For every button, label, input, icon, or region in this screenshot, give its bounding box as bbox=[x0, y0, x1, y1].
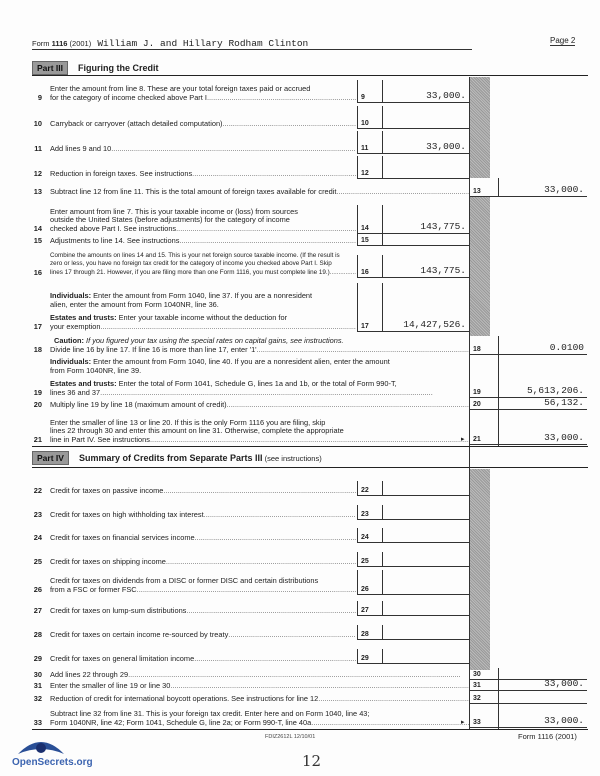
line-text: Form 1040NR, line 42; Form 1041, Schedule G, line 2a; or Form 990-T, line 40a bbox=[50, 718, 312, 727]
amount-value: 33,000. bbox=[544, 432, 584, 443]
part3-bottom-rule bbox=[32, 446, 588, 447]
dot-leader bbox=[128, 671, 470, 679]
box-divider bbox=[498, 690, 499, 703]
line-description bbox=[50, 237, 356, 245]
amount-field-line-15[interactable] bbox=[357, 233, 469, 246]
box-line-number: 21 bbox=[473, 436, 481, 443]
line-description bbox=[50, 85, 356, 102]
line-description bbox=[50, 710, 470, 727]
line-text: Estates and trusts: Enter your taxable income without the deduction for bbox=[50, 314, 288, 323]
box-divider bbox=[382, 481, 383, 495]
line-number: 15 bbox=[33, 236, 42, 245]
box-divider bbox=[382, 205, 383, 233]
box-line-number: 26 bbox=[361, 586, 369, 593]
line-text: Credit for taxes on high withholding tax interest bbox=[50, 510, 204, 519]
taxpayer-name: William J. and Hillary Rodham Clinton bbox=[97, 38, 309, 49]
amount-value: 33,000. bbox=[426, 141, 466, 152]
box-divider bbox=[498, 679, 499, 690]
line-number: 16 bbox=[33, 268, 42, 277]
line-text: your exemption bbox=[50, 322, 101, 331]
handwritten-page-number: 12 bbox=[302, 752, 322, 770]
box-divider bbox=[498, 336, 499, 354]
line-text: from Form 1040NR, line 39. bbox=[50, 366, 142, 375]
line-number: 24 bbox=[33, 533, 42, 542]
amount-field-line-12[interactable] bbox=[357, 156, 469, 179]
box-divider bbox=[382, 649, 383, 663]
line-description bbox=[50, 534, 356, 542]
line-text: Credit for taxes on certain income re-sourced by treaty bbox=[50, 630, 229, 639]
line-number: 21 bbox=[33, 435, 42, 444]
dot-leader bbox=[204, 511, 356, 519]
part4-tag: Part IV bbox=[32, 451, 69, 465]
amount-value: 33,000. bbox=[544, 678, 584, 689]
line-description bbox=[50, 487, 356, 495]
line-text: Multiply line 19 by line 18 (maximum amount of credit) bbox=[50, 400, 227, 409]
box-divider bbox=[382, 505, 383, 519]
amount-field-line-9[interactable] bbox=[357, 80, 469, 103]
box-divider bbox=[382, 156, 383, 178]
amount-field-line-21[interactable] bbox=[469, 417, 587, 445]
box-line-number: 28 bbox=[361, 631, 369, 638]
line-description bbox=[50, 558, 356, 566]
line-number: 12 bbox=[33, 169, 42, 178]
line-number: 14 bbox=[33, 224, 42, 233]
dot-leader bbox=[207, 94, 356, 102]
amount-field-line-16[interactable] bbox=[357, 255, 469, 278]
box-line-number: 27 bbox=[361, 607, 369, 614]
line-description bbox=[50, 682, 470, 690]
line-description bbox=[50, 671, 470, 679]
box-divider bbox=[382, 528, 383, 542]
line-number: 32 bbox=[33, 694, 42, 703]
dot-leader bbox=[170, 682, 470, 690]
dot-leader bbox=[150, 436, 470, 444]
dot-leader bbox=[223, 120, 356, 128]
box-line-number: 30 bbox=[473, 671, 481, 678]
line-text: Enter the smaller of line 19 or line 30 bbox=[50, 681, 171, 690]
opensecrets-eye-icon bbox=[16, 736, 66, 756]
box-line-number: 9 bbox=[361, 94, 365, 101]
line-number: 31 bbox=[33, 681, 42, 690]
part4-title: Summary of Credits from Separate Parts III bbox=[79, 453, 263, 463]
box-line-number: 17 bbox=[361, 323, 369, 330]
line-text: Credit for taxes on shipping income bbox=[50, 557, 166, 566]
dot-leader bbox=[192, 170, 356, 178]
amount-field-line-22[interactable] bbox=[357, 481, 469, 496]
line-number: 28 bbox=[33, 630, 42, 639]
line-text: Enter amount from line 7. This is your taxable income or (loss) from sources bbox=[50, 207, 298, 216]
box-line-number: 22 bbox=[361, 487, 369, 494]
line-text: outside the United States (before adjustments) for the category of income bbox=[50, 216, 290, 225]
line-number: 27 bbox=[33, 606, 42, 615]
arrow-icon: ▸ bbox=[461, 719, 465, 726]
line-number: 23 bbox=[33, 510, 42, 519]
amount-value: 5,613,206. bbox=[526, 385, 584, 396]
part4-header bbox=[32, 451, 588, 468]
box-line-number: 23 bbox=[361, 511, 369, 518]
box-line-number: 15 bbox=[361, 237, 369, 244]
line-text: Reduction in foreign taxes. See instructions bbox=[50, 169, 193, 178]
line-text: lines 22 through 30 and enter this amount on line 31. Otherwise, complete the appropriate bbox=[50, 427, 344, 436]
amount-field-line-14[interactable] bbox=[357, 205, 469, 234]
dot-leader bbox=[111, 145, 356, 153]
line-description bbox=[50, 358, 470, 397]
shaded-column bbox=[469, 469, 490, 670]
line-description bbox=[50, 655, 356, 663]
line-text: Credit for taxes on general limitation income bbox=[50, 654, 195, 663]
line-text: Enter the smaller of line 13 or line 20. If this is the only Form 1116 you are filing, skip bbox=[50, 418, 326, 427]
line-text: Subtract line 12 from line 11. This is the total amount of foreign taxes available for credit bbox=[50, 187, 337, 196]
amount-field-line-24[interactable] bbox=[357, 528, 469, 543]
box-line-number: 11 bbox=[361, 145, 369, 152]
amount-field-line-23[interactable] bbox=[357, 505, 469, 520]
line-number: 33 bbox=[33, 718, 42, 727]
box-line-number: 20 bbox=[473, 401, 481, 408]
line-text: Reduction of credit for international boycott operations. See instructions for line 12 bbox=[50, 694, 319, 703]
box-line-number: 29 bbox=[361, 655, 369, 662]
amount-field-line-18[interactable] bbox=[469, 336, 587, 355]
line-number: 26 bbox=[33, 585, 42, 594]
dot-leader bbox=[100, 389, 470, 397]
box-divider bbox=[498, 354, 499, 397]
line-description bbox=[50, 401, 470, 409]
amount-field-line-11[interactable] bbox=[357, 131, 469, 154]
line-text: zero or less, you have no foreign tax credit for the category of income you checked above Part I. Skip bbox=[50, 260, 332, 268]
line-text: Carryback or carryover (attach detailed computation) bbox=[50, 119, 223, 128]
line-number: 30 bbox=[33, 670, 42, 679]
line-text: Enter the amount from line 8. These are your total foreign taxes paid or accrued bbox=[50, 85, 311, 94]
line-text: Credit for taxes on dividends from a DISC or former DISC and certain distributions bbox=[50, 577, 319, 586]
line-text: Subtract line 32 from line 31. This is your foreign tax credit. Enter here and on Form 1040, line 43; bbox=[50, 710, 370, 719]
amount-value: 33,000. bbox=[544, 184, 584, 195]
line-number: 22 bbox=[33, 486, 42, 495]
part3-title: Figuring the Credit bbox=[78, 63, 159, 73]
line-description bbox=[50, 292, 356, 331]
part3-header bbox=[32, 61, 588, 76]
box-divider bbox=[498, 178, 499, 196]
caution-note bbox=[32, 336, 472, 345]
line-text: from a FSC or former FSC bbox=[50, 585, 137, 594]
line-number: 9 bbox=[37, 93, 42, 102]
caution-text: If you figured your tax using the special rates on capital gains, see instructions. bbox=[86, 336, 344, 345]
dot-leader bbox=[257, 346, 470, 354]
amount-field-line-13[interactable] bbox=[469, 178, 587, 197]
shaded-column bbox=[469, 196, 490, 336]
amount-field-line-10[interactable] bbox=[357, 106, 469, 129]
box-line-number: 32 bbox=[473, 695, 481, 702]
form-header bbox=[32, 38, 308, 49]
page-number: Page 2 bbox=[550, 36, 576, 45]
box-line-number: 14 bbox=[361, 225, 369, 232]
box-divider bbox=[498, 417, 499, 444]
line-description bbox=[50, 607, 356, 615]
dot-leader bbox=[166, 558, 356, 566]
box-divider bbox=[382, 106, 383, 128]
box-line-number: 19 bbox=[473, 389, 481, 396]
box-line-number: 16 bbox=[361, 269, 369, 276]
form-code: FDIZ2612L 12/10/01 bbox=[265, 734, 316, 740]
amount-field-line-27[interactable] bbox=[357, 601, 469, 616]
amount-value: 33,000. bbox=[544, 715, 584, 726]
box-divider bbox=[382, 255, 383, 277]
amount-field-line-19[interactable] bbox=[469, 354, 587, 398]
line-text: Divide line 16 by line 17. If line 16 is more than line 17, enter '1' bbox=[50, 345, 257, 354]
line-text: Credit for taxes on passive income bbox=[50, 486, 164, 495]
line-description bbox=[50, 346, 470, 354]
line-description bbox=[50, 145, 356, 153]
box-divider bbox=[382, 283, 383, 331]
form-number: 1116 bbox=[51, 39, 68, 48]
line-description bbox=[50, 511, 356, 519]
amount-field-line-32[interactable] bbox=[469, 690, 587, 704]
shaded-column bbox=[469, 77, 490, 178]
form-label: Form bbox=[32, 39, 50, 48]
box-divider bbox=[498, 668, 499, 679]
box-divider bbox=[382, 233, 383, 245]
amount-field-line-20[interactable] bbox=[469, 397, 587, 410]
line-number: 11 bbox=[34, 144, 42, 153]
box-line-number: 18 bbox=[473, 346, 481, 353]
line-text: Individuals: Enter the amount from Form 1040, line 37. If you are a nonresident bbox=[50, 292, 313, 301]
line-text: Add lines 9 and 10 bbox=[50, 144, 112, 153]
dot-leader bbox=[179, 237, 356, 245]
line-description bbox=[50, 208, 356, 233]
dot-leader bbox=[318, 695, 470, 703]
box-divider bbox=[498, 710, 499, 727]
line-text: Credit for taxes on financial services income bbox=[50, 533, 195, 542]
line-text: Combine the amounts on lines 14 and 15. This is your net foreign source taxable income. (If the result is bbox=[50, 251, 340, 259]
line-number: 25 bbox=[33, 557, 42, 566]
form-footer-ref: Form 1116 (2001) bbox=[518, 732, 577, 741]
amount-value: 143,775. bbox=[420, 221, 466, 232]
box-divider bbox=[382, 625, 383, 639]
dot-leader bbox=[311, 719, 470, 727]
dot-leader bbox=[163, 487, 356, 495]
dot-leader bbox=[194, 655, 356, 663]
amount-value: 0.0100 bbox=[549, 342, 584, 353]
line-text: for the category of income checked above Part I bbox=[50, 93, 207, 102]
line-text: alien, enter the amount from Form 1040NR, line 36. bbox=[50, 300, 219, 309]
box-line-number: 10 bbox=[361, 120, 369, 127]
amount-value: 56,132. bbox=[544, 397, 584, 408]
box-divider bbox=[382, 601, 383, 615]
caution-label: Caution: bbox=[54, 336, 84, 345]
amount-field-line-17[interactable] bbox=[357, 283, 469, 332]
line-number: 13 bbox=[33, 187, 42, 196]
dot-leader bbox=[137, 586, 356, 594]
amount-field-line-29[interactable] bbox=[357, 649, 469, 664]
line-description bbox=[50, 631, 356, 639]
header-rule bbox=[32, 49, 472, 50]
line-text: Estates and trusts: Enter the total of Form 1041, Schedule G, lines 1a and 1b, or the total of Form 990-T, bbox=[50, 380, 397, 389]
line-number: 20 bbox=[33, 400, 42, 409]
dot-leader bbox=[336, 188, 470, 196]
arrow-icon: ▸ bbox=[461, 436, 465, 443]
line-description bbox=[50, 419, 470, 444]
line-description bbox=[50, 252, 356, 277]
dot-leader bbox=[195, 534, 356, 542]
line-description bbox=[50, 695, 470, 703]
line-text: Adjustments to line 14. See instructions bbox=[50, 236, 180, 245]
dot-leader bbox=[101, 323, 356, 331]
box-line-number: 12 bbox=[361, 170, 369, 177]
amount-value: 143,775. bbox=[420, 265, 466, 276]
line-description bbox=[50, 577, 356, 594]
amount-field-line-33[interactable] bbox=[469, 710, 587, 728]
part3-tag: Part III bbox=[32, 61, 68, 75]
line-text: Individuals: Enter the amount from Form 1040, line 40. If you are a nonresident alien, enter the amount bbox=[50, 358, 390, 367]
amount-field-line-25[interactable] bbox=[357, 552, 469, 567]
amount-value: 33,000. bbox=[426, 90, 466, 101]
line-text: Credit for taxes on lump-sum distributions bbox=[50, 606, 187, 615]
amount-value: 14,427,526. bbox=[403, 319, 466, 330]
box-divider bbox=[498, 397, 499, 409]
opensecrets-watermark: OpenSecrets.org bbox=[12, 757, 93, 768]
box-line-number: 33 bbox=[473, 719, 481, 726]
box-line-number: 31 bbox=[473, 682, 481, 689]
amount-field-line-26[interactable] bbox=[357, 570, 469, 595]
line-description bbox=[50, 120, 356, 128]
line-number: 29 bbox=[33, 654, 42, 663]
dot-leader bbox=[176, 225, 356, 233]
box-divider bbox=[382, 80, 383, 102]
dot-leader bbox=[330, 269, 356, 277]
line-text: Add lines 22 through 29 bbox=[50, 670, 129, 679]
part4-note: (see instructions) bbox=[264, 454, 322, 463]
line-text: lines 17 through 21. However, if you are filing more than one Form 1116, you must complete line 19.) bbox=[50, 268, 330, 276]
form-bottom-rule bbox=[32, 729, 588, 730]
dot-leader bbox=[228, 631, 356, 639]
box-divider bbox=[382, 552, 383, 566]
line-text: line in Part IV. See instructions bbox=[50, 435, 150, 444]
amount-field-line-28[interactable] bbox=[357, 625, 469, 640]
line-description bbox=[50, 188, 470, 196]
box-line-number: 13 bbox=[473, 188, 481, 195]
dot-leader bbox=[186, 607, 356, 615]
line-text: checked above Part I. See instructions bbox=[50, 224, 177, 233]
line-number: 17 bbox=[33, 322, 42, 331]
line-number: 10 bbox=[33, 119, 42, 128]
box-line-number: 25 bbox=[361, 558, 369, 565]
line-text: lines 36 and 37 bbox=[50, 388, 101, 397]
dot-leader bbox=[227, 401, 470, 409]
box-divider bbox=[382, 570, 383, 594]
line-number: 19 bbox=[33, 388, 42, 397]
box-divider bbox=[382, 131, 383, 153]
line-number: 18 bbox=[33, 345, 42, 354]
line-description bbox=[50, 170, 356, 178]
form-year: (2001) bbox=[69, 39, 92, 48]
box-line-number: 24 bbox=[361, 534, 369, 541]
